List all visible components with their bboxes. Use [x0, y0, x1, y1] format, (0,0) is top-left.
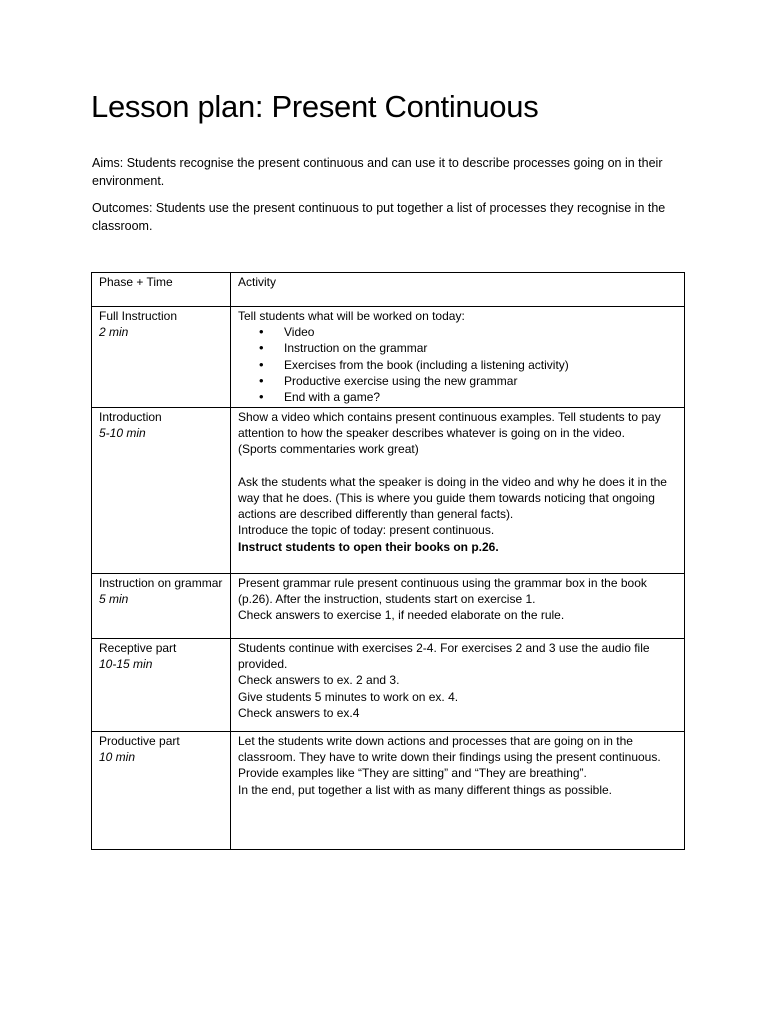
header-phase-time: Phase + Time — [92, 273, 231, 307]
table-row — [92, 732, 685, 850]
table-row — [92, 408, 685, 574]
activity-intro: Tell students what will be worked on today: — [238, 309, 465, 323]
activity-line: Present grammar rule present continuous using the grammar box in the book (p.26). After the instruction, students start on exercise 1. — [238, 576, 647, 607]
activity-cell — [231, 732, 685, 850]
phase-cell — [92, 639, 231, 732]
phase-name: Productive part — [99, 734, 180, 748]
phase-cell — [92, 732, 231, 850]
blank-line — [238, 458, 678, 474]
phase-time: 10 min — [99, 750, 136, 765]
activity-cell — [231, 408, 685, 574]
activity-line: Check answers to ex. 2 and 3. — [238, 673, 400, 688]
aims-paragraph: Aims: Students recognise the present continuous and can use it to describe processes going on in their environment. — [92, 156, 663, 188]
activity-cell — [231, 574, 685, 639]
activity-line: Give students 5 minutes to work on ex. 4. — [238, 689, 459, 704]
activity-line: Ask the students what the speaker is doing in the video and why he does it in the way that he does. (This is where you guide them towards noticing that ongoing actions are described differently than general facts). — [238, 474, 667, 522]
list-item: • End with a game? — [238, 389, 678, 405]
table-row — [92, 639, 685, 732]
phase-name: Introduction — [99, 410, 162, 424]
activity-line: Let the students write down actions and processes that are going on in the classroom. They have to write down their findings using the present continuous. — [238, 734, 661, 765]
list-item: • Productive exercise using the new grammar — [238, 373, 678, 389]
header-activity: Activity — [231, 273, 685, 307]
activity-line: Show a video which contains present continuous examples. Tell students to pay attention to how the speaker describes whatever is going on in the video. — [238, 410, 661, 441]
activity-line: In the end, put together a list with as many different things as possible. — [238, 782, 612, 797]
activity-line: Check answers to ex.4 — [238, 705, 360, 720]
activity-bullet-list — [238, 324, 678, 405]
activity-cell — [231, 639, 685, 732]
table-header-row — [92, 273, 685, 307]
phase-time: 5-10 min — [99, 426, 146, 441]
activity-line: Introduce the topic of today: present continuous. — [238, 523, 495, 538]
activity-cell — [231, 307, 685, 408]
phase-time: 5 min — [99, 592, 129, 607]
activity-bold-line: Instruct students to open their books on p.26. — [238, 539, 499, 554]
table-row — [92, 574, 685, 639]
phase-time: 2 min — [99, 325, 129, 340]
activity-line: (Sports commentaries work great) — [238, 442, 419, 457]
phase-cell — [92, 574, 231, 639]
document-title: Lesson plan: Present Continuous — [91, 89, 539, 124]
outcomes-paragraph: Outcomes: Students use the present continuous to put together a list of processes they recognise in the classroom. — [92, 201, 666, 233]
table-row — [92, 307, 685, 408]
list-item: • Video — [238, 324, 678, 340]
phase-name: Full Instruction — [99, 309, 178, 323]
phase-cell — [92, 408, 231, 574]
phase-time: 10-15 min — [99, 657, 153, 672]
activity-line: Check answers to exercise 1, if needed elaborate on the rule. — [238, 608, 565, 623]
lesson-plan-table — [91, 272, 685, 850]
list-item: • Instruction on the grammar — [238, 340, 678, 356]
activity-line: Students continue with exercises 2-4. For exercises 2 and 3 use the audio file provided. — [238, 641, 650, 672]
activity-line: Provide examples like “They are sitting” and “They are breathing”. — [238, 766, 587, 781]
phase-name: Instruction on grammar — [99, 576, 223, 590]
list-item: • Exercises from the book (including a listening activity) — [238, 357, 678, 373]
phase-name: Receptive part — [99, 641, 177, 655]
phase-cell — [92, 307, 231, 408]
